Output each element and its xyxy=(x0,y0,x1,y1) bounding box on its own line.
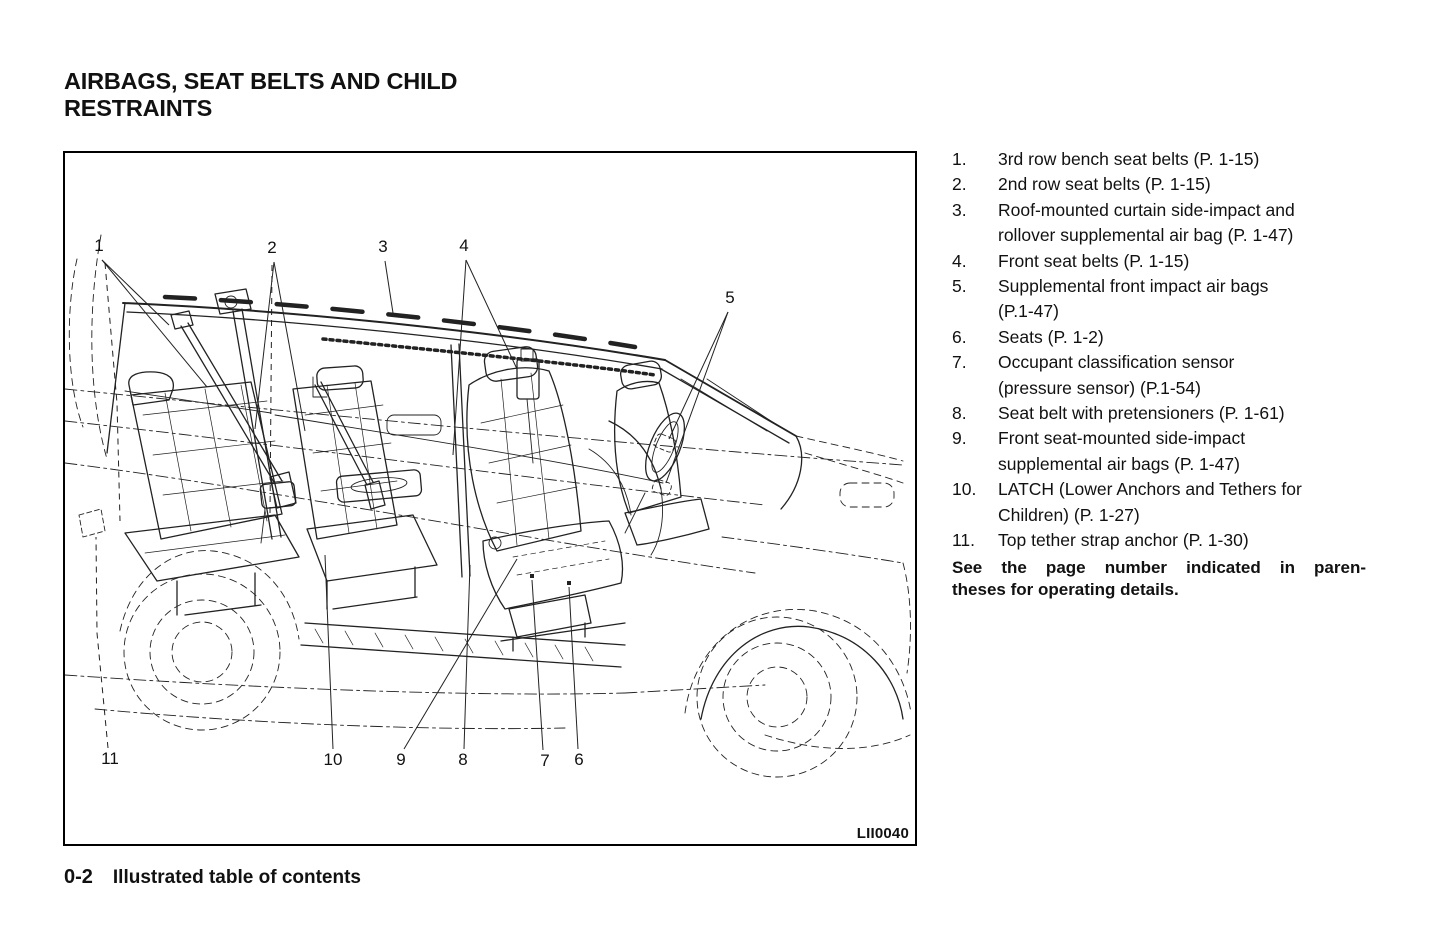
seat-belts xyxy=(171,311,539,543)
legend-item-6 xyxy=(952,325,1394,350)
roof-and-windshield xyxy=(123,297,796,443)
legend-item-9 xyxy=(952,426,1394,477)
callout-9-leader xyxy=(404,559,517,749)
callout-4-leader xyxy=(466,260,517,369)
page-number: 0-2 xyxy=(64,866,93,888)
legend-item-number: 2. xyxy=(952,174,967,195)
legend-item-text: Top tether strap anchor (P. 1-30) xyxy=(998,530,1249,551)
figure-code: LII0040 xyxy=(856,825,909,842)
legend-item-text: Seat belt with pretensioners (P. 1-61) xyxy=(998,403,1285,424)
legend-item-11 xyxy=(952,528,1394,553)
legend-item-number: 10. xyxy=(952,479,977,500)
legend-item-text: Roof-mounted curtain side-impact and rollover supplemental air bag (P. 1-47) xyxy=(998,199,1295,246)
legend-item-1 xyxy=(952,147,1394,172)
callout-4-leader xyxy=(453,260,466,455)
callout-number-6: 6 xyxy=(574,750,584,769)
legend-item-text: Front seat belts (P. 1-15) xyxy=(998,250,1190,271)
legend-item-text: 3rd row bench seat belts (P. 1-15) xyxy=(998,149,1260,169)
callout-1-leader xyxy=(105,263,120,521)
legend-item-number: 1. xyxy=(952,149,967,169)
callout-3-leader xyxy=(385,261,393,313)
callout-5-leader xyxy=(669,312,728,439)
front-seats xyxy=(467,346,709,651)
legend-item-2 xyxy=(952,172,1394,197)
callout-7-target-dot xyxy=(530,574,534,578)
legend-item-text: Seats (P. 1-2) xyxy=(998,326,1104,347)
legend-item-text: Supplemental front impact air bags (P.1-47) xyxy=(998,276,1269,322)
callout-1-leader xyxy=(102,260,169,325)
callout-10-leader xyxy=(325,555,333,749)
legend-item-5 xyxy=(952,274,1394,325)
legend-item-10 xyxy=(952,477,1394,528)
page-title xyxy=(64,68,584,122)
steering-wheel-and-dash xyxy=(589,408,692,555)
callout-6-target-dot xyxy=(567,581,571,585)
vehicle-body-phantom-lines xyxy=(65,235,903,729)
callout-number-5: 5 xyxy=(725,288,735,307)
callout-number-8: 8 xyxy=(458,750,468,769)
footer-section-title: Illustrated table of contents xyxy=(112,867,361,888)
page-footer xyxy=(64,866,361,889)
legend-item-text: Front seat-mounted side-impact supplemental air bags (P. 1-47) xyxy=(998,428,1246,474)
legend-item-7 xyxy=(952,350,1394,401)
page-title-line1: AIRBAGS, SEAT BELTS AND CHILD xyxy=(64,68,458,94)
legend-note-line1: See the page number indicated in paren- xyxy=(952,557,1366,577)
vehicle-cutaway-diagram xyxy=(65,153,915,844)
legend-item-8 xyxy=(952,401,1394,426)
callout-6-leader xyxy=(569,587,578,749)
callout-number-4: 4 xyxy=(459,236,469,255)
callout-2-leader xyxy=(274,262,305,431)
legend-note xyxy=(952,557,1366,602)
legend-list xyxy=(952,147,1394,554)
callout-number-11: 11 xyxy=(101,749,119,768)
top-tether-anchor-marker xyxy=(79,509,105,537)
rear-wheel xyxy=(120,551,299,730)
legend-note-line2: theses for operating details. xyxy=(952,580,1179,599)
legend xyxy=(952,147,1394,602)
front-end xyxy=(701,436,910,749)
legend-item-number: 5. xyxy=(952,276,967,297)
legend-item-number: 8. xyxy=(952,403,967,424)
callout-number-3: 3 xyxy=(378,237,388,256)
legend-item-text: 2nd row seat belts (P. 1-15) xyxy=(998,174,1211,195)
legend-item-text: LATCH (Lower Anchors and Tethers for Children) (P. 1-27) xyxy=(998,479,1302,525)
legend-item-4 xyxy=(952,249,1394,274)
callout-5-leader xyxy=(666,312,728,483)
callout-11-leader xyxy=(96,537,108,748)
callout-number-7: 7 xyxy=(540,751,550,770)
callout-7-leader xyxy=(532,580,543,750)
callout-number-9: 9 xyxy=(396,750,406,769)
callout-number-10: 10 xyxy=(323,750,343,769)
legend-item-number: 4. xyxy=(952,250,967,271)
legend-item-text: Occupant classification sensor (pressure sensor) (P.1-54) xyxy=(998,352,1235,398)
page-title-line2: RESTRAINTS xyxy=(64,95,213,121)
callout-number-2: 2 xyxy=(267,238,277,257)
front-wheel xyxy=(685,609,911,777)
legend-item-number: 3. xyxy=(952,199,967,220)
figure-box xyxy=(63,151,917,846)
legend-item-number: 6. xyxy=(952,326,967,347)
legend-item-number: 9. xyxy=(952,428,967,449)
callout-number-1: 1 xyxy=(94,236,104,255)
legend-item-3 xyxy=(952,198,1394,249)
legend-item-number: 7. xyxy=(952,352,967,373)
legend-item-number: 11. xyxy=(952,530,976,551)
